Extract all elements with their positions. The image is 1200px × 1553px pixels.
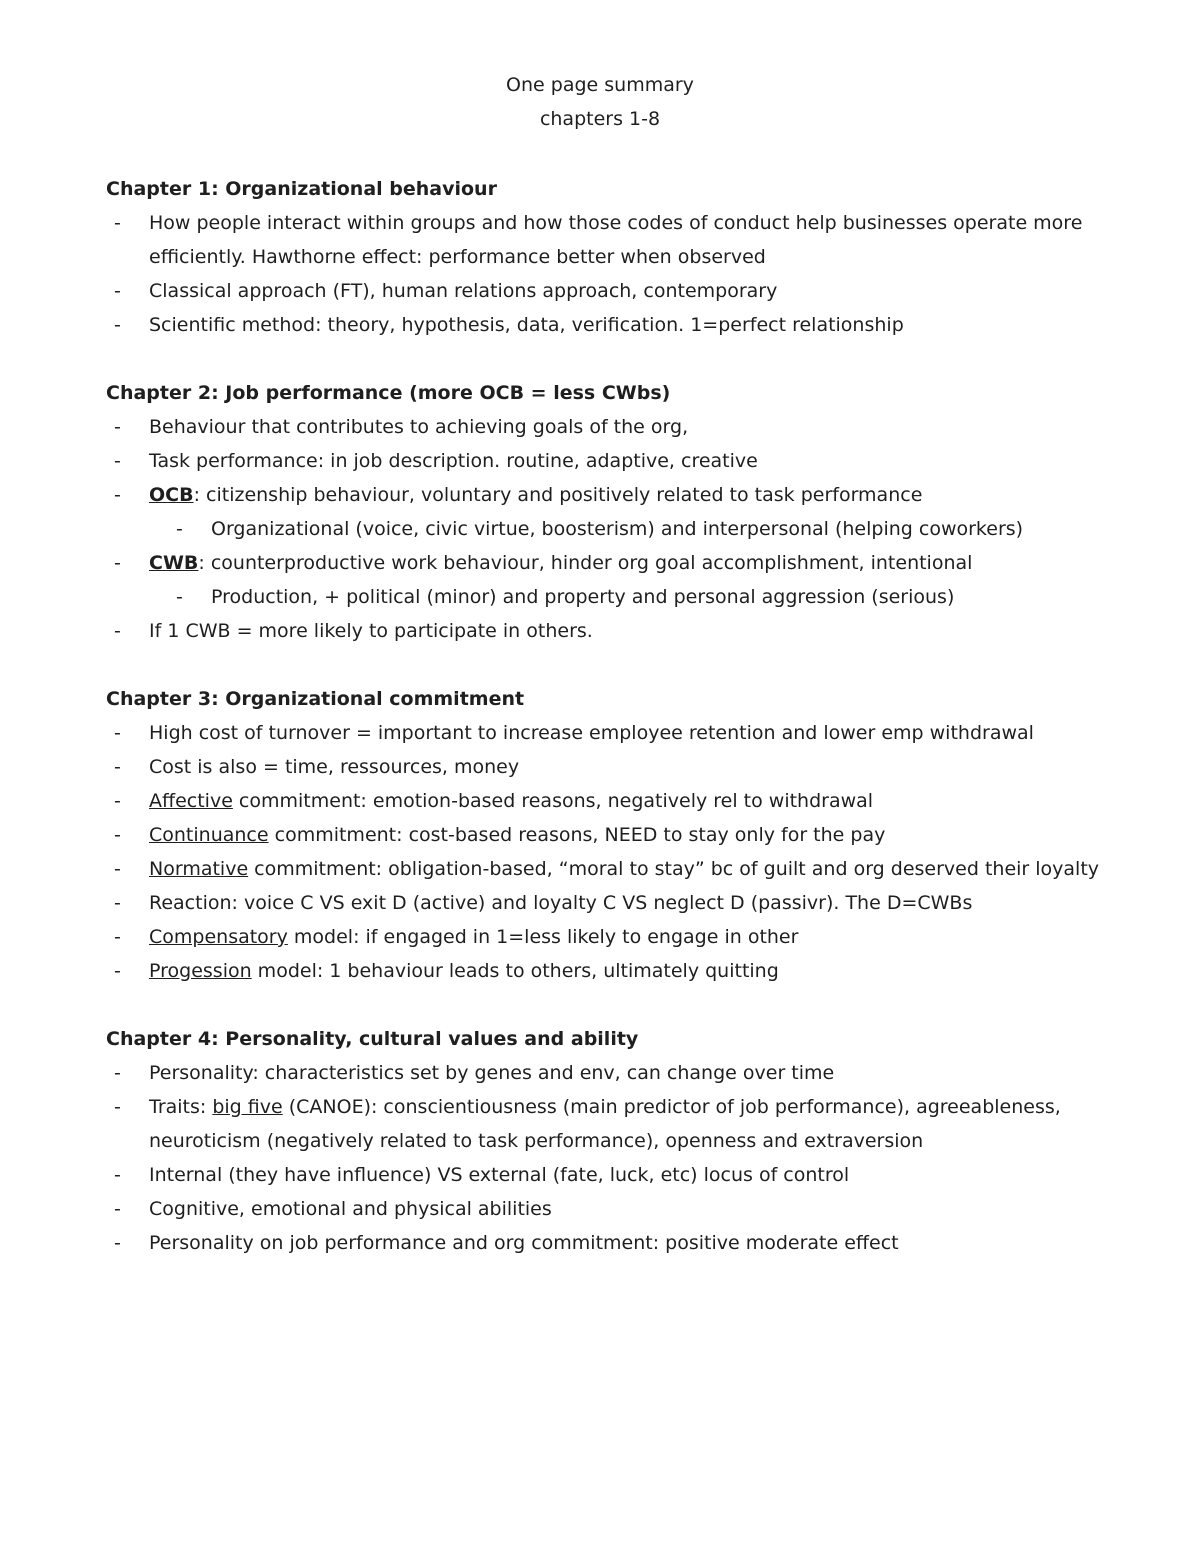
chapter-section: [106, 1022, 1166, 1260]
list-item: [106, 1090, 1166, 1158]
bullet-dash: -: [114, 280, 121, 302]
chapter-list: [106, 172, 1166, 1294]
item-text: (CANOE): conscientiousness (main predictor of job performance), agreeableness, neuroticism (negatively related to task performance), openness and extraversion: [149, 1096, 1061, 1152]
item-prefix: Traits:: [149, 1096, 213, 1118]
bullet-dash: -: [114, 892, 121, 914]
item-text: commitment: obligation-based, “moral to stay” bc of guilt and org deserved their loyalty: [248, 858, 1100, 880]
bullet-dash: -: [114, 212, 121, 234]
page-title: One page summary: [506, 74, 694, 96]
bullet-dash: -: [114, 756, 121, 778]
bullet-dash: -: [114, 552, 121, 574]
item-term: big five: [212, 1096, 283, 1118]
chapter-section: [106, 682, 1166, 988]
item-text: model: if engaged in 1=less likely to engage in other: [287, 926, 799, 948]
chapter-section: [106, 172, 1166, 342]
item-term: Affective: [149, 790, 233, 812]
item-text: Production, + political (minor) and property and personal aggression (serious): [211, 586, 955, 608]
item-term: Progession: [149, 960, 252, 982]
chapter-heading: Chapter 3: Organizational commitment: [106, 688, 525, 710]
list-item: [106, 274, 1166, 308]
list-item: [106, 308, 1166, 342]
item-text: How people interact within groups and how those codes of conduct help businesses operate more efficiently. Hawthorne effect: performance better when observed: [149, 212, 1083, 268]
bullet-dash: -: [176, 518, 183, 540]
page-subtitle: chapters 1-8: [539, 108, 661, 130]
item-text: Task performance: in job description. routine, adaptive, creative: [149, 450, 758, 472]
item-text: Personality on job performance and org commitment: positive moderate effect: [149, 1232, 899, 1254]
bullet-dash: -: [114, 314, 121, 336]
item-term: CWB: [149, 552, 199, 574]
list-item: [106, 920, 1166, 954]
item-term: OCB: [149, 484, 194, 506]
list-item: [106, 1056, 1166, 1090]
list-item: [106, 818, 1166, 852]
list-item: [106, 852, 1166, 886]
item-text: Cost is also = time, ressources, money: [149, 756, 520, 778]
bullet-dash: -: [114, 620, 121, 642]
bullet-dash: -: [114, 790, 121, 812]
list-item: [106, 410, 1166, 444]
item-text: commitment: cost-based reasons, NEED to stay only for the pay: [268, 824, 886, 846]
item-text: Organizational (voice, civic virtue, boosterism) and interpersonal (helping coworkers): [211, 518, 1024, 540]
item-text: Personality: characteristics set by genes and env, can change over time: [149, 1062, 835, 1084]
chapter-heading: Chapter 1: Organizational behaviour: [106, 178, 497, 200]
list-item: [106, 716, 1166, 750]
title-block: [0, 68, 1200, 136]
bullet-dash: -: [176, 586, 183, 608]
item-text: If 1 CWB = more likely to participate in others.: [149, 620, 593, 642]
bullet-dash: -: [114, 1198, 121, 1220]
item-term: Normative: [149, 858, 249, 880]
bullet-dash: -: [114, 960, 121, 982]
list-item: [106, 886, 1166, 920]
item-text: Classical approach (FT), human relations approach, contemporary: [149, 280, 778, 302]
list-item: [106, 478, 1166, 512]
list-item: [106, 1158, 1166, 1192]
item-text: Behaviour that contributes to achieving goals of the org,: [149, 416, 689, 438]
item-text: High cost of turnover = important to increase employee retention and lower emp withdrawal: [149, 722, 1034, 744]
bullet-dash: -: [114, 1096, 121, 1118]
sub-list-item: [106, 512, 1166, 546]
bullet-dash: -: [114, 824, 121, 846]
item-text: : counterproductive work behaviour, hinder org goal accomplishment, intentional: [198, 552, 973, 574]
item-term: Compensatory: [149, 926, 288, 948]
list-item: [106, 444, 1166, 478]
list-item: [106, 1192, 1166, 1226]
item-text: Scientific method: theory, hypothesis, data, verification. 1=perfect relationship: [149, 314, 904, 336]
chapter-heading: Chapter 4: Personality, cultural values and ability: [106, 1028, 639, 1050]
bullet-dash: -: [114, 1062, 121, 1084]
item-text: Reaction: voice C VS exit D (active) and loyalty C VS neglect D (passivr). The D=CWBs: [149, 892, 973, 914]
list-item: [106, 206, 1166, 274]
bullet-dash: -: [114, 926, 121, 948]
bullet-dash: -: [114, 416, 121, 438]
item-text: model: 1 behaviour leads to others, ultimately quitting: [251, 960, 779, 982]
item-text: Cognitive, emotional and physical abilities: [149, 1198, 552, 1220]
list-item: [106, 750, 1166, 784]
item-term: Continuance: [149, 824, 269, 846]
item-text: commitment: emotion-based reasons, negatively rel to withdrawal: [232, 790, 874, 812]
bullet-dash: -: [114, 484, 121, 506]
list-item: [106, 614, 1166, 648]
list-item: [106, 784, 1166, 818]
list-item: [106, 954, 1166, 988]
bullet-dash: -: [114, 450, 121, 472]
sub-list-item: [106, 580, 1166, 614]
chapter-heading: Chapter 2: Job performance (more OCB = less CWbs): [106, 382, 671, 404]
list-item: [106, 1226, 1166, 1260]
item-text: Internal (they have influence) VS external (fate, luck, etc) locus of control: [149, 1164, 850, 1186]
bullet-dash: -: [114, 1232, 121, 1254]
bullet-dash: -: [114, 1164, 121, 1186]
bullet-dash: -: [114, 722, 121, 744]
chapter-section: [106, 376, 1166, 648]
item-text: : citizenship behaviour, voluntary and positively related to task performance: [193, 484, 923, 506]
list-item: [106, 546, 1166, 580]
bullet-dash: -: [114, 858, 121, 880]
